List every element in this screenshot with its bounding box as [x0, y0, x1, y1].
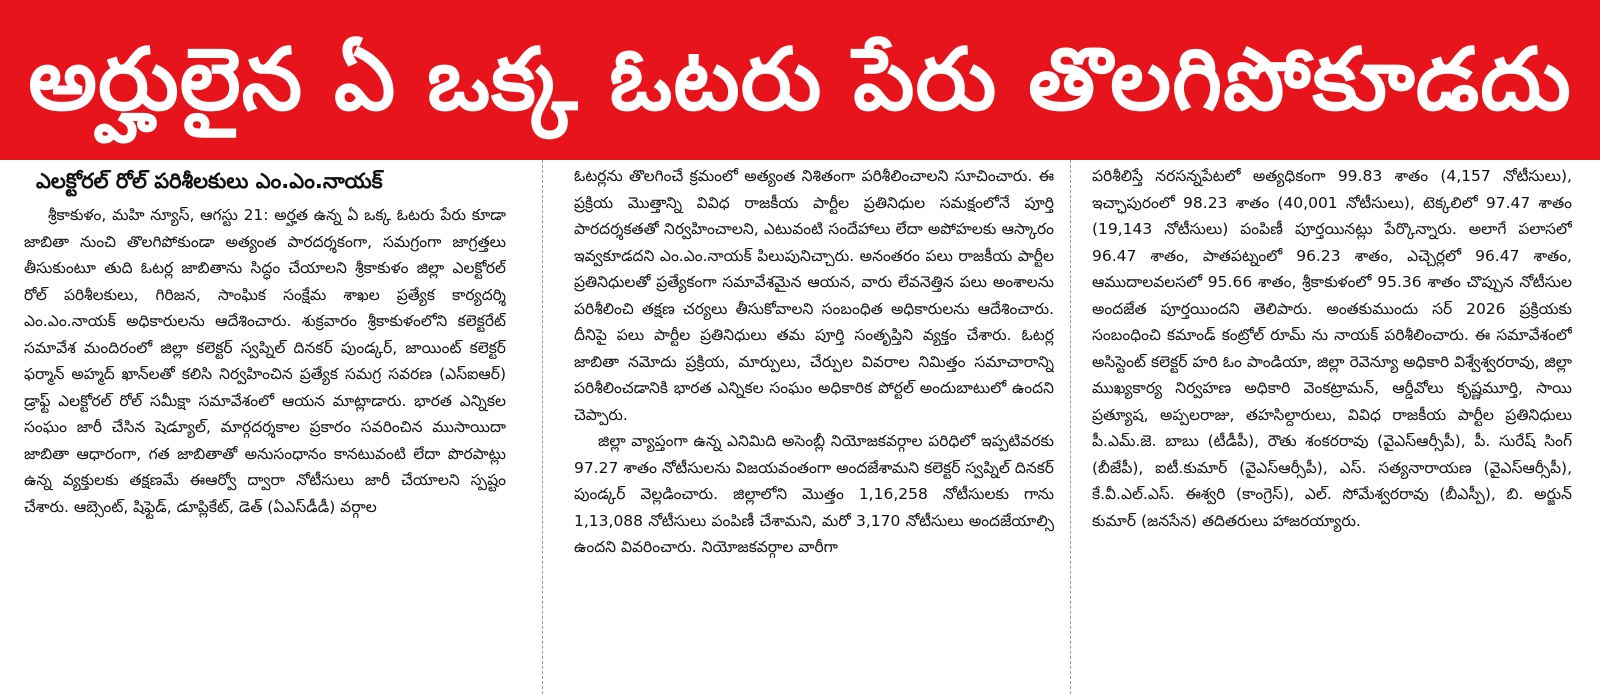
- column-divider: [1070, 160, 1071, 694]
- article-column-1: [24, 166, 506, 690]
- headline-banner: [0, 0, 1600, 160]
- paragraph: జిల్లా వ్యాప్తంగా ఉన్న ఎనిమిది అసెంబ్లీ నియోజకవర్గాల పరిధిలో ఇప్పటివరకు 97.27 శాతం నోటీసులను విజయవంతంగా అందజేశామని కలెక్టర్ స్వప్నిల్ దినకర్ పుండ్కర్ వెల్లడించారు. జిల్లాలోని మొత్తం 1,16,258 నోటీసులకు గాను 1,13,088 నోటీసులు పంపిణీ చేశామని, మరో 3,170 నోటీసులు అందజేయాల్సి ఉందని వివరించారు. నియోజకవర్గాల వారీగా: [574, 432, 1054, 556]
- paragraph: పరిశీలిస్తే నరసన్నపేటలో అత్యధికంగా 99.83 శాతం (4,157 నోటీసులు), ఇచ్ఛాపురంలో 98.23 శాతం (40,001 నోటీసులు), టెక్కలిలో 97.47 శాతం (19,143 నోటీసులు) పంపిణీ పూర్తయినట్లు పేర్కొన్నారు. అలాగే పలాసలో 96.47 శాతం, పాతపట్నంలో 96.23 శాతం, ఎచ్చెర్లలో 96.47 శాతం, ఆముదాలవలసలో 95.66 శాతం, శ్రీకాకుళంలో 95.36 శాతం చొప్పున నోటీసుల అందజేత పూర్తయిందని తెలిపారు. అంతకుముందు సర్ 2026 ప్రక్రియకు సంబంధించి కమాండ్ కంట్రోల్ రూమ్ ను నాయక్ పరిశీలించారు. ఈ సమావేశంలో అసిస్టెంట్ కలెక్టర్ హరి ఓం పాండియా, జిల్లా రెవెన్యూ అధికారి విశ్వేశ్వరరావు, జిల్లా ముఖ్యకార్య నిర్వహణ అధికారి వెంకట్రామన్, ఆర్డీవోలు కృష్ణమూర్తి, సాయి ప్రత్యూష, అప్పలరాజు, తహసిల్దారులు, వివిధ రాజకీయ పార్టీల ప్రతినిధులు పీ.ఎమ్.జె. బాబు (టీడీపీ), రౌతు శంకరరావు (వైఎస్ఆర్సీపీ), పీ. సురేష్ సింగ్ (బీజేపీ), ఐటీ.కుమార్ (వైఎస్ఆర్సీపీ), ఎస్. సత్యనారాయణ (వైఎస్ఆర్సీపీ), కే.వీ.ఎల్.ఎస్. ఈశ్వరి (కాంగ్రెస్), ఎల్. సోమేశ్వరరావు (బీఎస్పీ), బి. అర్జున్ కుమార్ (జనసేన) తదితరులు హాజరయ్యారు.: [1092, 167, 1572, 530]
- column-divider: [542, 160, 543, 694]
- paragraph: ఓటర్లను తొలగించే క్రమంలో అత్యంత నిశితంగా పరిశీలించాలని సూచించారు. ఈ ప్రక్రియ మొత్తాన్ని వివిధ రాజకీయ పార్టీల ప్రతినిధుల సమక్షంలోనే పూర్తి పారదర్శకతతో నిర్వహించాలని, ఎటువంటి సందేహాలు లేదా అపోహలకు ఆస్కారం ఇవ్వకూడదని ఎం.ఎం.నాయక్ పిలుపునిచ్చారు. అనంతరం పలు రాజకీయ పార్టీల ప్రతినిధులతో ప్రత్యేకంగా సమావేశమైన ఆయన, వారు లేవనెత్తిన పలు అంశాలను పరిశీలించి తక్షణ చర్యలు తీసుకోవాలని సంబంధిత అధికారులను ఆదేశించారు. దీనిపై పలు పార్టీల ప్రతినిధులు తమ పూర్తి సంతృప్తిని వ్యక్తం చేశారు. ఓటర్ల జాబితా నమోదు ప్రక్రియ, మార్పులు, చేర్పుల వివరాల నిమిత్తం సమాచారాన్ని పరిశీలించడానికి భారత ఎన్నికల సంఘం అధికారిక పోర్టల్ అందుబాటులో ఉందని చెప్పారు.: [574, 167, 1054, 424]
- article-body: [0, 160, 1600, 694]
- article-column-2: [574, 163, 1054, 687]
- article-column-3: [1092, 163, 1572, 687]
- subheading: ఎలక్టోరల్ రోల్ పరిశీలకులు ఎం.ఎం.నాయక్: [36, 169, 383, 193]
- headline: అర్హులైన ఏ ఒక్క ఓటరు పేరు తొలగిపోకూడదు: [28, 30, 1572, 130]
- paragraph: శ్రీకాకుళం, మహి న్యూస్, ఆగస్టు 21: అర్హత ఉన్న ఏ ఒక్క ఓటరు పేరు కూడా జాబితా నుంచి తొలగిపోకుండా అత్యంత పారదర్శకంగా, సమగ్రంగా జాగ్రత్తలు తీసుకుంటూ తుది ఓటర్ల జాబితాను సిద్ధం చేయాలని శ్రీకాకుళం జిల్లా ఎలక్టోరల్ రోల్ పరిశీలకులు, గిరిజన, సాంఘిక సంక్షేమ శాఖల ప్రత్యేక కార్యదర్శి ఎం.ఎం.నాయక్ అధికారులను ఆదేశించారు. శుక్రవారం శ్రీకాకుళంలోని కలెక్టరేట్ సమావేశ మందిరంలో జిల్లా కలెక్టర్ స్వప్నిల్ దినకర్ పుండ్కర్, జాయింట్ కలెక్టర్ ఫర్మాన్ అహ్మద్ ఖాన్‌లతో కలిసి నిర్వహించిన ప్రత్యేక సమగ్ర సవరణ (ఎస్ఐఆర్) డ్రాఫ్ట్ ఎలక్టోరల్ రోల్ సమీక్షా సమావేశంలో ఆయన మాట్లాడారు. భారత ఎన్నికల సంఘం జారీ చేసిన షెడ్యూల్, మార్గదర్శకాల ప్రకారం సవరించిన ముసాయిదా జాబితా ఆధారంగా, గత జాబితాతో అనుసంధానం కానటువంటి లేదా పొరపాట్లు ఉన్న వ్యక్తులకు తక్షణమే ఈఆర్వో ద్వారా నోటీసులు జారీ చేయాలని స్పష్టం చేశారు. ఆబ్సెంట్, షిఫ్టెడ్, డూప్లికేట్, డెత్ (ఏఎస్‌డీడీ) వర్గాల: [24, 206, 506, 516]
